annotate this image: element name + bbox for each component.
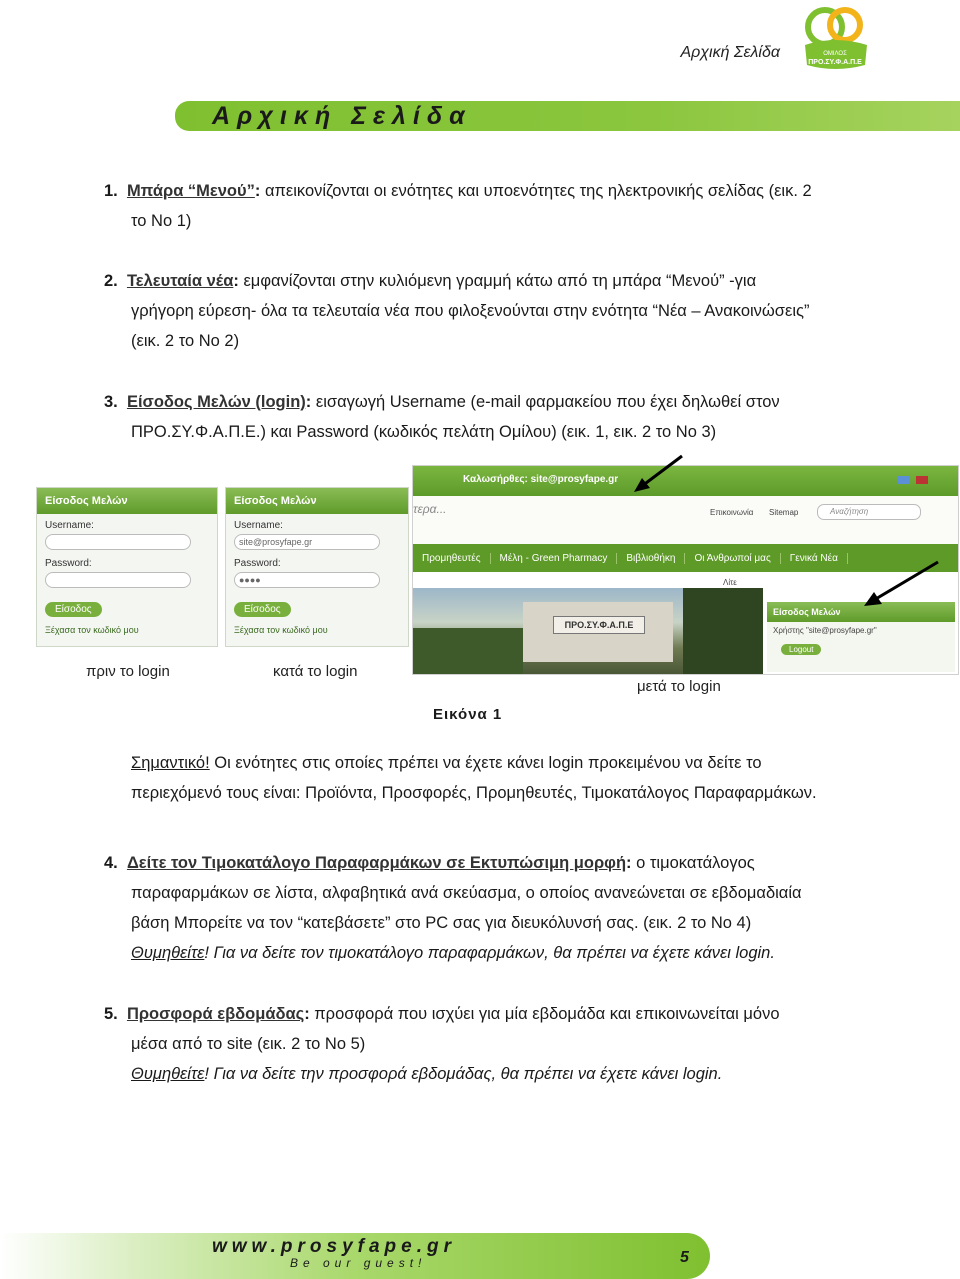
screenshot-during-login: [225, 487, 409, 647]
welcome-text: Καλωσήρθες: site@prosyfape.gr: [463, 474, 619, 485]
item-3-text-line2: ΠΡΟ.ΣΥ.Φ.Α.Π.Ε.) και Password (κωδικός πελάτη Ομίλου) (εικ. 1, εικ. 2 το Νο 3): [131, 423, 717, 441]
arrow-panel-icon: [856, 558, 946, 613]
menu-item-people[interactable]: Οι Άνθρωποί μας: [685, 553, 780, 564]
menu-item-members[interactable]: Μέλη - Green Pharmacy: [491, 553, 618, 564]
item-5-heading: Προσφορά εβδομάδας: [126, 1005, 305, 1023]
username-input-filled[interactable]: site@prosyfape.gr: [234, 534, 380, 550]
item-2-text-line2: γρήγορη εύρεση- όλα τα τελευταία νέα που φιλοξενούνται στην ενότητα “Νέα – Ανακοινώσεις”: [131, 302, 810, 320]
item-4: [104, 848, 872, 968]
important-line2: περιεχόμενό τους είναι: Προϊόντα, Προσφορές, Προμηθευτές, Τιμοκατάλογος Παραφαρμάκων.: [131, 784, 817, 802]
login-panel-title: Είσοδος Μελών: [37, 488, 217, 514]
item-3-number: 3.: [104, 393, 118, 411]
item-5-note-label: Θυμηθείτε: [131, 1065, 205, 1083]
item-3-heading: Είσοδος Μελών (login): [126, 393, 306, 411]
news-ticker: τερα...: [413, 502, 447, 516]
item-1-number: 1.: [104, 182, 118, 200]
item-1: [104, 176, 872, 236]
lite-link[interactable]: Λίτε: [723, 578, 737, 587]
login-button[interactable]: Είσοδος: [45, 602, 102, 617]
item-4-note-text: ! Για να δείτε τον τιμοκατάλογο παραφαρμάκων, θα πρέπει να έχετε κάνει login.: [204, 944, 775, 962]
building-sign: ΠΡΟ.ΣΥ.Φ.Α.Π.Ε: [553, 616, 645, 634]
item-5: [104, 999, 872, 1089]
item-1-colon: :: [254, 182, 261, 200]
item-4-heading: Δείτε τον Τιμοκατάλογο Παραφαρμάκων σε Εκτυπώσιμη μορφή: [126, 854, 627, 872]
footer-slogan: Be our guest!: [290, 1256, 427, 1270]
menu-item-suppliers[interactable]: Προμηθευτές: [413, 553, 491, 564]
figure-label: Εικόνα 1: [433, 706, 503, 723]
item-1-text-line2: το Νο 1): [131, 212, 192, 230]
username-input[interactable]: [45, 534, 191, 550]
item-4-note-label: Θυμηθείτε: [131, 944, 205, 962]
site-search-input[interactable]: Αναζήτηση: [817, 504, 921, 520]
item-1-text-line1: απεικονίζονται οι ενότητες και υποενότητες της ηλεκτρονικής σελίδας (εικ. 2: [264, 182, 812, 200]
uk-flag-icon[interactable]: [916, 476, 928, 484]
item-4-colon: :: [626, 854, 632, 872]
logo-small-text: ΟΜΙΛΟΣ: [823, 51, 847, 57]
important-label: Σημαντικό!: [131, 754, 210, 772]
login-button-2[interactable]: Είσοδος: [234, 602, 291, 617]
caption-after-login: μετά το login: [637, 678, 721, 695]
item-4-number: 4.: [104, 854, 118, 872]
item-2-text-line1: εμφανίζονται στην κυλιόμενη γραμμή κάτω από τη μπάρα “Μενού” -για: [243, 272, 757, 290]
forgot-password-link-2[interactable]: Ξέχασα τον κωδικό μου: [234, 625, 328, 635]
item-1-heading: Μπάρα “Μενού”: [126, 182, 255, 200]
item-5-note-text: ! Για να δείτε την προσφορά εβδομάδας, θα πρέπει να έχετε κάνει login.: [204, 1065, 723, 1083]
item-5-colon: :: [304, 1005, 310, 1023]
item-4-text-line1: ο τιμοκατάλογος: [636, 854, 755, 872]
item-5-text-line1: προσφορά που ισχύει για μία εβδομάδα και επικοινωνείται μόνο: [314, 1005, 780, 1023]
sitemap-link[interactable]: Sitemap: [769, 508, 799, 517]
page-title: Αρχική Σελίδα: [212, 102, 472, 130]
screenshot-before-login: [36, 487, 218, 647]
password-label-2: Password:: [234, 558, 281, 569]
footer-url: www.prosyfape.gr: [212, 1236, 456, 1257]
item-2: [104, 266, 872, 356]
item-5-number: 5.: [104, 1005, 118, 1023]
logged-user-text: Χρήστης "site@prosyfape.gr": [773, 626, 877, 635]
caption-before-login: πριν το login: [86, 663, 170, 680]
after-panel-title: Είσοδος Μελών: [767, 602, 955, 622]
caption-during-login: κατά το login: [273, 663, 358, 680]
menu-item-library[interactable]: Βιβλιοθήκη: [617, 553, 685, 564]
item-3-text-line1: εισαγωγή Username (e-mail φαρμακείου που έχει δηλωθεί στον: [315, 393, 780, 411]
item-2-colon: :: [233, 272, 239, 290]
item-2-text-line3: (εικ. 2 το Νο 2): [131, 332, 240, 350]
item-3-colon: :: [305, 393, 312, 411]
password-label: Password:: [45, 558, 92, 569]
item-5-text-line2: μέσα από το site (εικ. 2 το Νο 5): [131, 1035, 366, 1053]
login-panel-title-2: Είσοδος Μελών: [226, 488, 408, 514]
running-header: Αρχική Σελίδα: [680, 44, 780, 61]
password-input-filled[interactable]: ●●●●: [234, 572, 380, 588]
logout-button[interactable]: Logout: [781, 644, 821, 655]
prosyfape-logo: [795, 5, 875, 75]
forgot-password-link[interactable]: Ξέχασα τον κωδικό μου: [45, 625, 139, 635]
greek-flag-icon[interactable]: [898, 476, 910, 484]
important-note: [104, 748, 899, 808]
username-label: Username:: [45, 520, 94, 531]
arrow-welcome-icon: [620, 452, 690, 497]
item-2-number: 2.: [104, 272, 118, 290]
contact-link[interactable]: Επικοινωνία: [710, 508, 754, 517]
menu-item-news[interactable]: Γενικά Νέα: [781, 553, 848, 564]
username-label-2: Username:: [234, 520, 283, 531]
item-2-heading: Τελευταία νέα: [126, 272, 234, 290]
item-4-text-line2: παραφαρμάκων σε λίστα, αλφαβητικά ανά σκεύασμα, ο οποίος ανανεώνεται σε εβδομαδιαία: [131, 884, 802, 902]
item-3: [104, 387, 872, 447]
important-line1: Οι ενότητες στις οποίες πρέπει να έχετε κάνει login προκειμένου να δείτε το: [214, 754, 762, 772]
page-number: 5: [680, 1249, 689, 1266]
password-input[interactable]: [45, 572, 191, 588]
logo-name-text: ΠΡΟ.ΣΥ.Φ.Α.Π.Ε: [808, 59, 862, 66]
item-4-text-line3: βάση Μπορείτε να τον “κατεβάσετε” στο PC σας για διευκόλυνσή σας. (εικ. 2 το Νο 4): [131, 914, 752, 932]
building-photo: [413, 588, 763, 674]
